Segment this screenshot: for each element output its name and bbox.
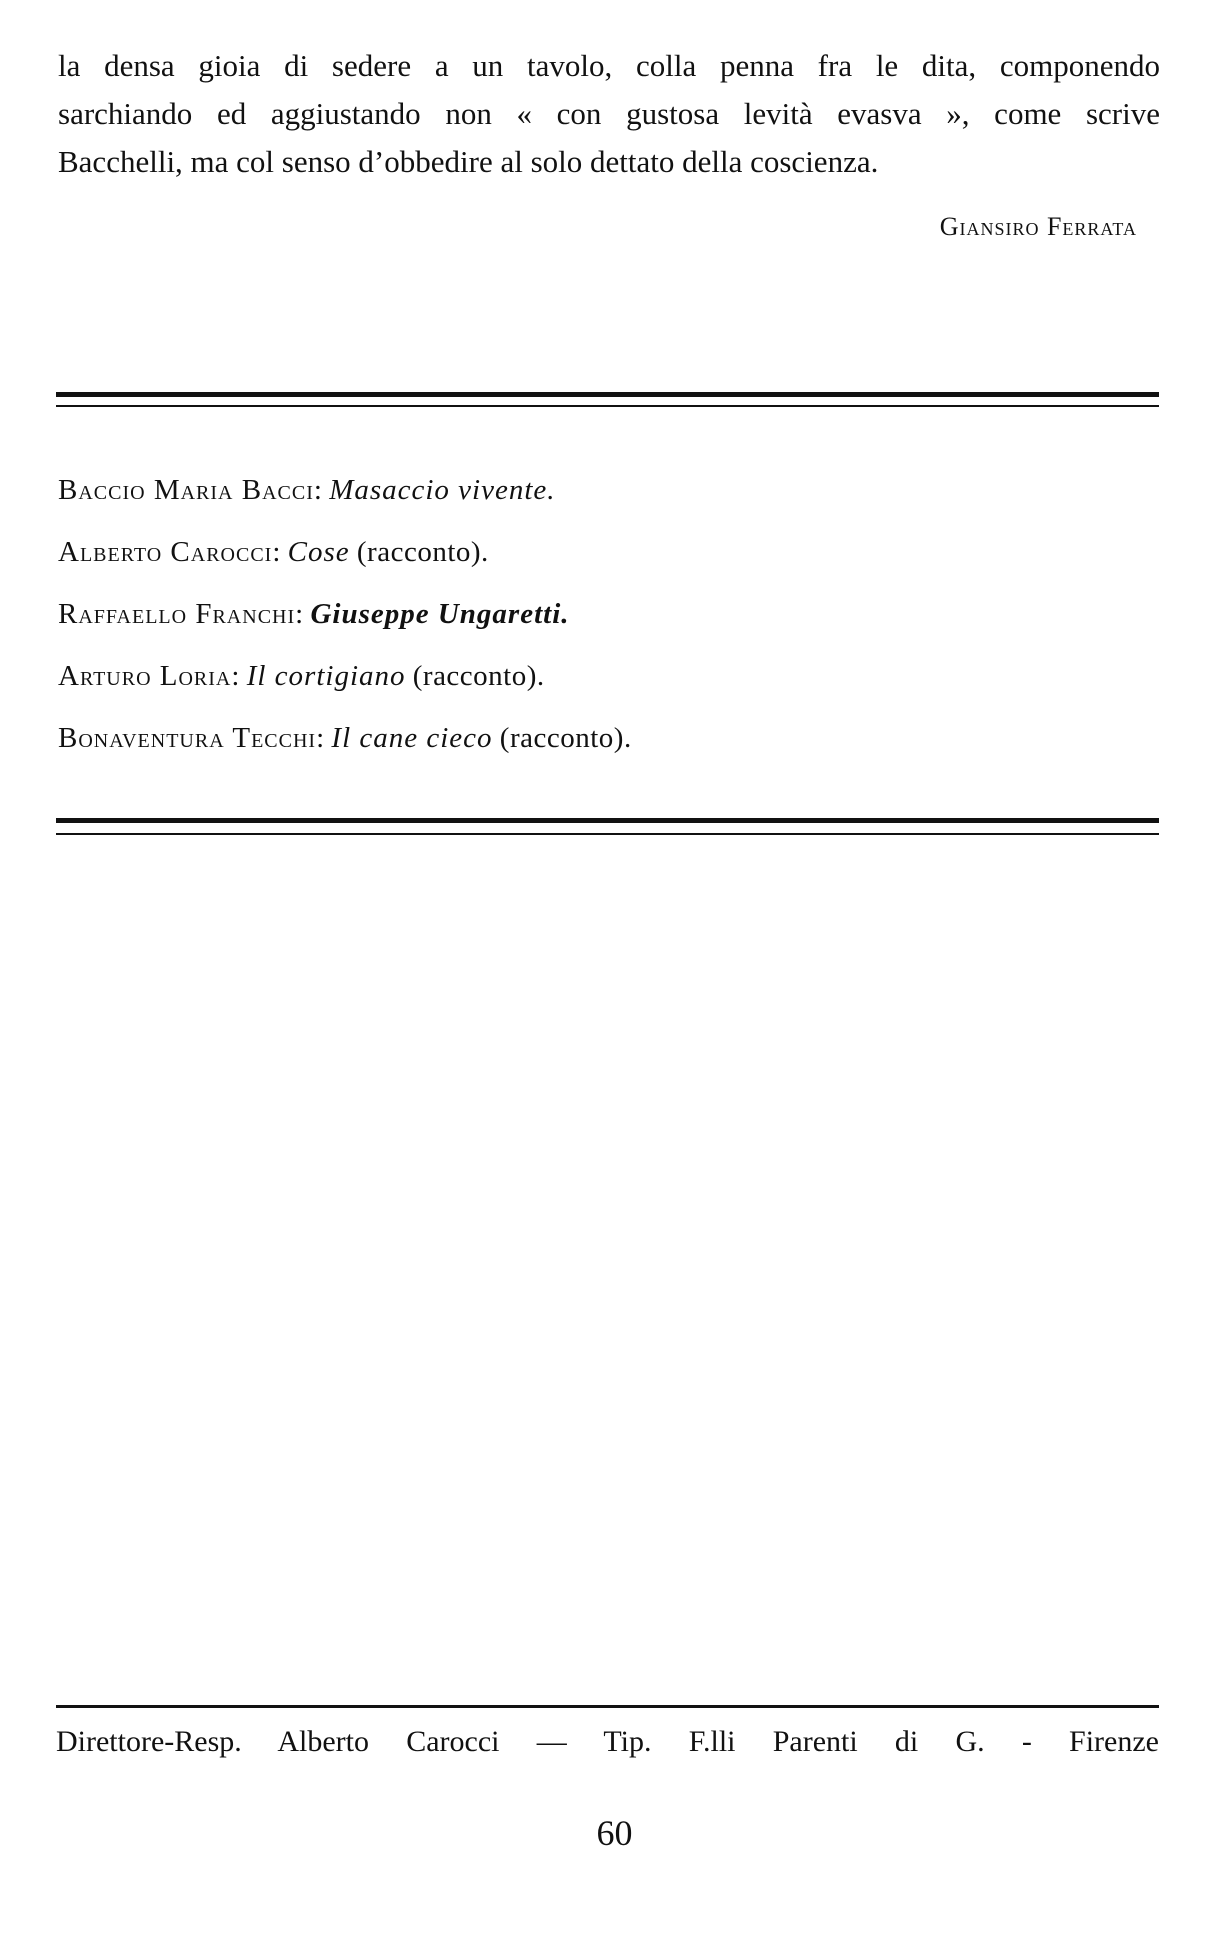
- entry-title: Il cane cieco: [331, 722, 493, 754]
- entry-title: Il cortigiano: [246, 660, 406, 692]
- section-rule-thick: [56, 392, 1159, 397]
- entry-separator: :: [295, 598, 304, 630]
- page-number: 60: [596, 1813, 633, 1853]
- contents-list: [58, 470, 1158, 780]
- article-ending-paragraph: [58, 42, 1160, 186]
- entry-author: Bonaventura Tecchi: [58, 722, 317, 754]
- contents-entry: [58, 470, 1158, 532]
- contents-entry: [58, 594, 1158, 656]
- entry-title: Masaccio vivente.: [329, 474, 556, 506]
- section-rule-thin: [56, 405, 1159, 407]
- contents-entry: [58, 718, 1158, 780]
- entry-separator: :: [316, 722, 325, 754]
- entry-title: Giuseppe Ungaretti.: [310, 598, 570, 630]
- paragraph-line: sarchiando ed aggiustando non « con gustosa levità evasva », come scrive: [58, 96, 1160, 131]
- contents-entry: [58, 656, 1158, 718]
- entry-author: Arturo Loria: [58, 660, 232, 692]
- entry-title: Cose: [287, 536, 350, 568]
- entry-author: Baccio Maria Bacci: [58, 474, 314, 506]
- author-signature: Giansiro Ferrata: [939, 212, 1137, 241]
- entry-separator: :: [272, 536, 281, 568]
- paragraph-line: Bacchelli, ma col senso d’obbedire al solo dettato della coscienza.: [58, 144, 879, 179]
- entry-note: (racconto).: [499, 722, 632, 754]
- section-rule-thin: [56, 833, 1159, 835]
- paragraph-line: la densa gioia di sedere a un tavolo, colla penna fra le dita, componendo: [58, 48, 1160, 83]
- footer-rule: [56, 1705, 1159, 1708]
- entry-separator: :: [231, 660, 240, 692]
- entry-separator: :: [313, 474, 322, 506]
- entry-author: Alberto Carocci: [58, 536, 273, 568]
- section-rule-thick: [56, 818, 1159, 823]
- printer-imprint: Direttore-Resp. Alberto Carocci — Tip. F.lli Parenti di G. - Firenze: [56, 1725, 1159, 1758]
- entry-note: (racconto).: [412, 660, 545, 692]
- entry-author: Raffaello Franchi: [58, 598, 296, 630]
- entry-note: (racconto).: [356, 536, 489, 568]
- contents-entry: [58, 532, 1158, 594]
